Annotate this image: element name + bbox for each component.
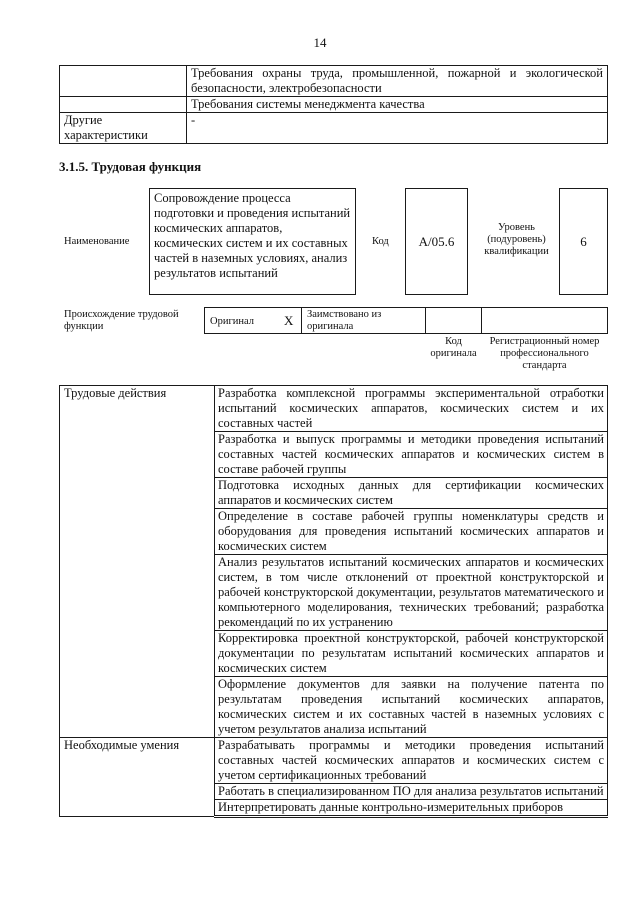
code-label: Код xyxy=(372,236,389,247)
table-cell: Оформление документов для заявки на получение патента по результатам проведения испытаний космических аппаратов, космических систем и их составных частей в наземных условиях с учетом результатов анализа испытаний xyxy=(215,677,608,738)
skills-label: Необходимые умения xyxy=(60,738,215,817)
original-mark: X xyxy=(284,313,294,328)
reg-number-cell xyxy=(481,307,608,334)
labor-actions-table xyxy=(59,385,608,818)
function-name-box: Сопровождение процесса подготовки и проведения испытаний космических аппаратов, космических систем и их составных частей в наземных условиях, анализ результатов испытаний xyxy=(149,188,356,295)
table-row xyxy=(60,113,608,144)
origin-label: Происхождение трудовой функции xyxy=(64,309,179,332)
other-characteristics-label: Другие характеристики xyxy=(60,113,187,144)
page-number: 14 xyxy=(313,35,327,50)
reg-number-caption: Регистрационный номер профессионального стандарта xyxy=(489,336,600,371)
table-cell: Определение в составе рабочей группы номенклатуры средств и оборудования для проведения испытаний космических аппаратов и космических систем xyxy=(215,509,608,555)
table-row xyxy=(60,738,608,784)
table-cell: Разработка и выпуск программы и методики проведения испытаний составных частей космических аппаратов и космических систем в составе рабочей группы xyxy=(215,432,608,478)
labor-actions-label: Трудовые действия xyxy=(60,386,215,738)
table-row xyxy=(60,97,608,113)
code-original-cell xyxy=(425,307,482,334)
characteristics-table xyxy=(59,65,608,144)
other-characteristics-value: - xyxy=(187,113,608,144)
table-cell-empty xyxy=(60,66,187,97)
table-cell: Требования системы менеджмента качества xyxy=(187,97,608,113)
level-value-box: 6 xyxy=(559,188,608,295)
table-cell: Анализ результатов испытаний космических аппаратов и космических систем, в том числе отклонений от проектной конструкторской и рабочей конструкторской документации, результатов математического и компьютерного моделирования, технических требований; разработка рекомендаций по их устранению xyxy=(215,555,608,631)
level-label: Уровень (подуровень) квалификации xyxy=(484,222,549,257)
code-value-box: A/05.6 xyxy=(405,188,468,295)
table-row xyxy=(60,66,608,97)
table-cell: Интерпретировать данные контрольно-измерительных приборов xyxy=(215,800,608,817)
code-original-caption: Код оригинала xyxy=(430,336,477,359)
table-cell: Подготовка исходных данных для сертификации космических аппаратов и космических систем xyxy=(215,478,608,509)
table-cell: Работать в специализированном ПО для анализа результатов испытаний xyxy=(215,784,608,800)
table-cell: Разработка комплексной программы экспериментальной отработки испытаний космических аппаратов, космических систем и их составных частей xyxy=(215,386,608,432)
table-row xyxy=(60,386,608,432)
original-label: Оригинал xyxy=(210,316,254,327)
table-cell-empty xyxy=(60,97,187,113)
borrowed-cell: Заимствовано из оригинала xyxy=(301,307,426,334)
table-cell: Разрабатывать программы и методики проведения испытаний составных частей космических аппаратов и космических систем с учетом сертификационных требований xyxy=(215,738,608,784)
name-label: Наименование xyxy=(64,236,130,247)
table-cell: Корректировка проектной конструкторской, рабочей конструкторской документации по результатам испытаний космических аппаратов и космических систем xyxy=(215,631,608,677)
section-heading: 3.1.5. Трудовая функция xyxy=(59,159,202,174)
table-cell: Требования охраны труда, промышленной, пожарной и экологической безопасности, электробезопасности xyxy=(187,66,608,97)
